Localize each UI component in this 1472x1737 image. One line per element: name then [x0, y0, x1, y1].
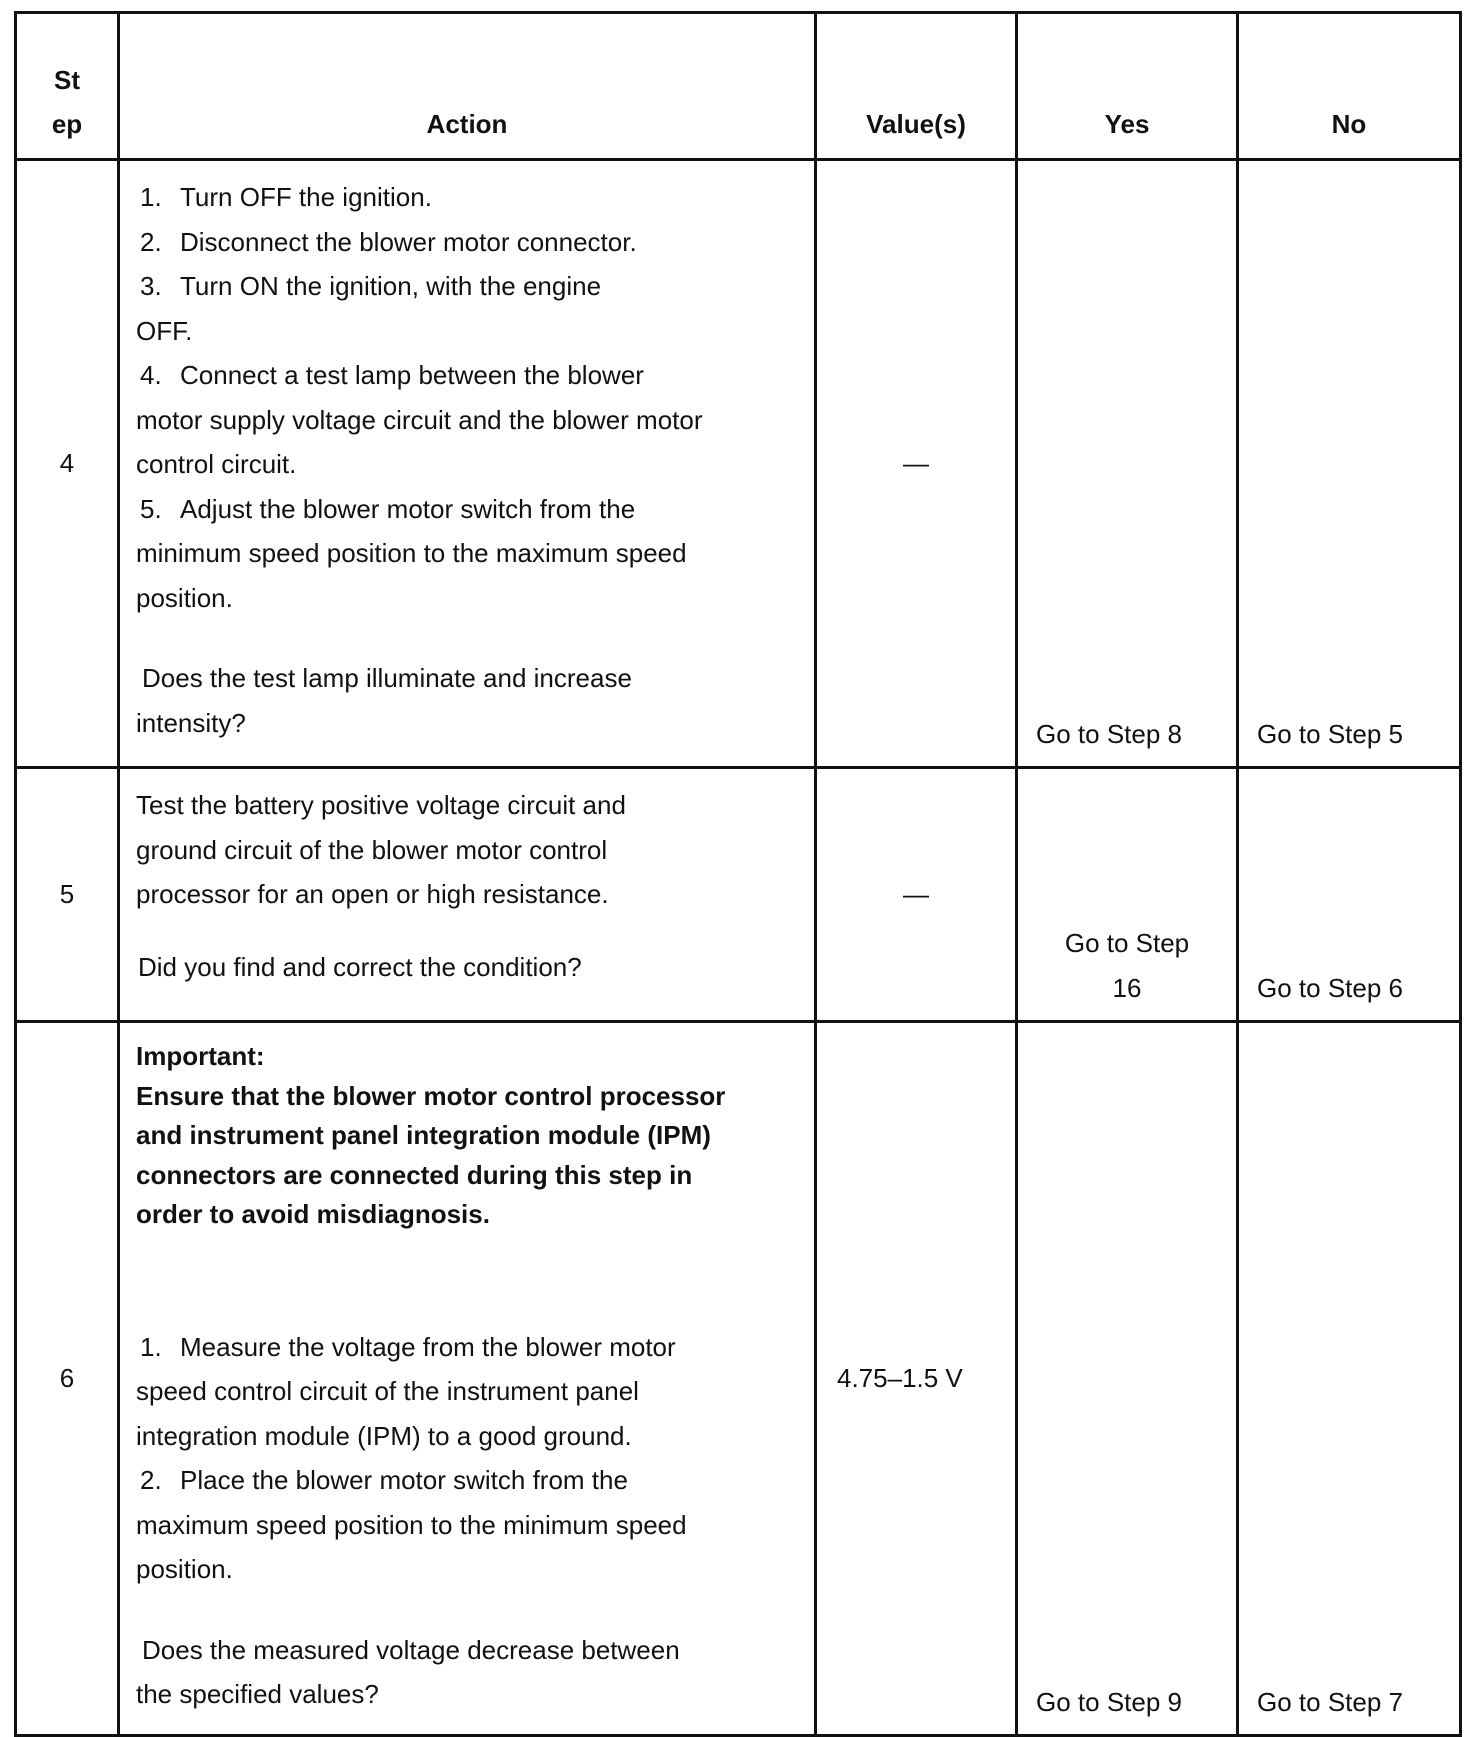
no-goto: Go to Step 7 [1257, 1686, 1403, 1717]
step-number: 5 [16, 768, 119, 1022]
yes-goto: Go to Step 8 [1036, 718, 1182, 749]
important-line: and instrument panel integration module (IPM) [136, 1120, 711, 1150]
action-text-line: ground circuit of the blower motor control [136, 834, 608, 865]
action-step-continuation: OFF. [136, 315, 193, 346]
action-cell [119, 768, 816, 1022]
action-step-line: 2. Place the blower motor switch from the [140, 1465, 628, 1495]
no-goto: Go to Step 5 [1257, 718, 1403, 749]
important-line: connectors are connected during this step in [136, 1159, 693, 1190]
action-step-line: 2. Disconnect the blower motor connector. [140, 226, 637, 257]
value-cell: — [816, 160, 1017, 768]
important-line: Ensure that the blower motor control processor [136, 1080, 726, 1111]
action-step-continuation: minimum speed position to the maximum speed [136, 538, 687, 568]
action-step-line: 5. Adjust the blower motor switch from the [140, 493, 636, 524]
value-cell: 4.75–1.5 V [816, 1022, 1017, 1736]
action-step-continuation: control circuit. [136, 449, 297, 479]
step-number: 4 [16, 160, 119, 768]
yes-goto: Go to Step 9 [1036, 1686, 1182, 1717]
table-row-step-6 [16, 1022, 1461, 1736]
action-step-continuation: integration module (IPM) to a good ground. [136, 1420, 632, 1451]
action-cell [119, 160, 816, 768]
action-question: Does the test lamp illuminate and increase [142, 663, 632, 693]
no-cell [1238, 160, 1461, 768]
action-step-continuation: speed control circuit of the instrument panel [136, 1376, 639, 1406]
action-step-line: 1. Measure the voltage from the blower motor [140, 1331, 676, 1362]
action-question-continuation: intensity? [136, 707, 246, 738]
diagnostic-table [14, 11, 1462, 1737]
no-cell [1238, 1022, 1461, 1736]
step-number: 6 [16, 1022, 119, 1736]
action-step-continuation: position. [136, 582, 233, 613]
yes-cell [1017, 160, 1238, 768]
no-goto: Go to Step 6 [1257, 972, 1403, 1003]
action-question-continuation: the specified values? [136, 1679, 379, 1709]
action-step-line: 3. Turn ON the ignition, with the engine [140, 271, 602, 301]
header-step-line-2: ep [51, 109, 83, 139]
yes-goto-line-1: Go to Step [1064, 928, 1190, 958]
important-line: order to avoid misdiagnosis. [136, 1199, 490, 1229]
no-cell [1238, 768, 1461, 1022]
action-question: Did you find and correct the condition? [138, 951, 582, 982]
action-step-continuation: position. [136, 1554, 233, 1584]
yes-cell [1017, 768, 1238, 1022]
header-values: Value(s) [816, 13, 1017, 160]
action-step-line: 4. Connect a test lamp between the blower [140, 360, 644, 390]
action-step-continuation: maximum speed position to the minimum speed [136, 1509, 687, 1540]
header-row [16, 13, 1461, 160]
action-text-line: processor for an open or high resistance. [136, 879, 609, 909]
action-question: Does the measured voltage decrease between [142, 1634, 680, 1665]
important-title: Important: [136, 1041, 265, 1071]
header-step-line-1: St [54, 65, 80, 95]
header-action: Action [119, 13, 816, 160]
table-row-step-4 [16, 160, 1461, 768]
action-cell [119, 1022, 816, 1736]
yes-cell [1017, 1022, 1238, 1736]
header-step [16, 13, 119, 160]
action-step-continuation: motor supply voltage circuit and the blower motor [136, 404, 703, 435]
action-text-line: Test the battery positive voltage circuit and [136, 790, 626, 820]
header-no: No [1238, 13, 1461, 160]
action-step-line: 1. Turn OFF the ignition. [140, 182, 432, 212]
header-yes: Yes [1017, 13, 1238, 160]
yes-goto-line-2: 16 [1112, 972, 1142, 1003]
value-cell: — [816, 768, 1017, 1022]
important-note [136, 1037, 802, 1235]
table-row-step-5 [16, 768, 1461, 1022]
